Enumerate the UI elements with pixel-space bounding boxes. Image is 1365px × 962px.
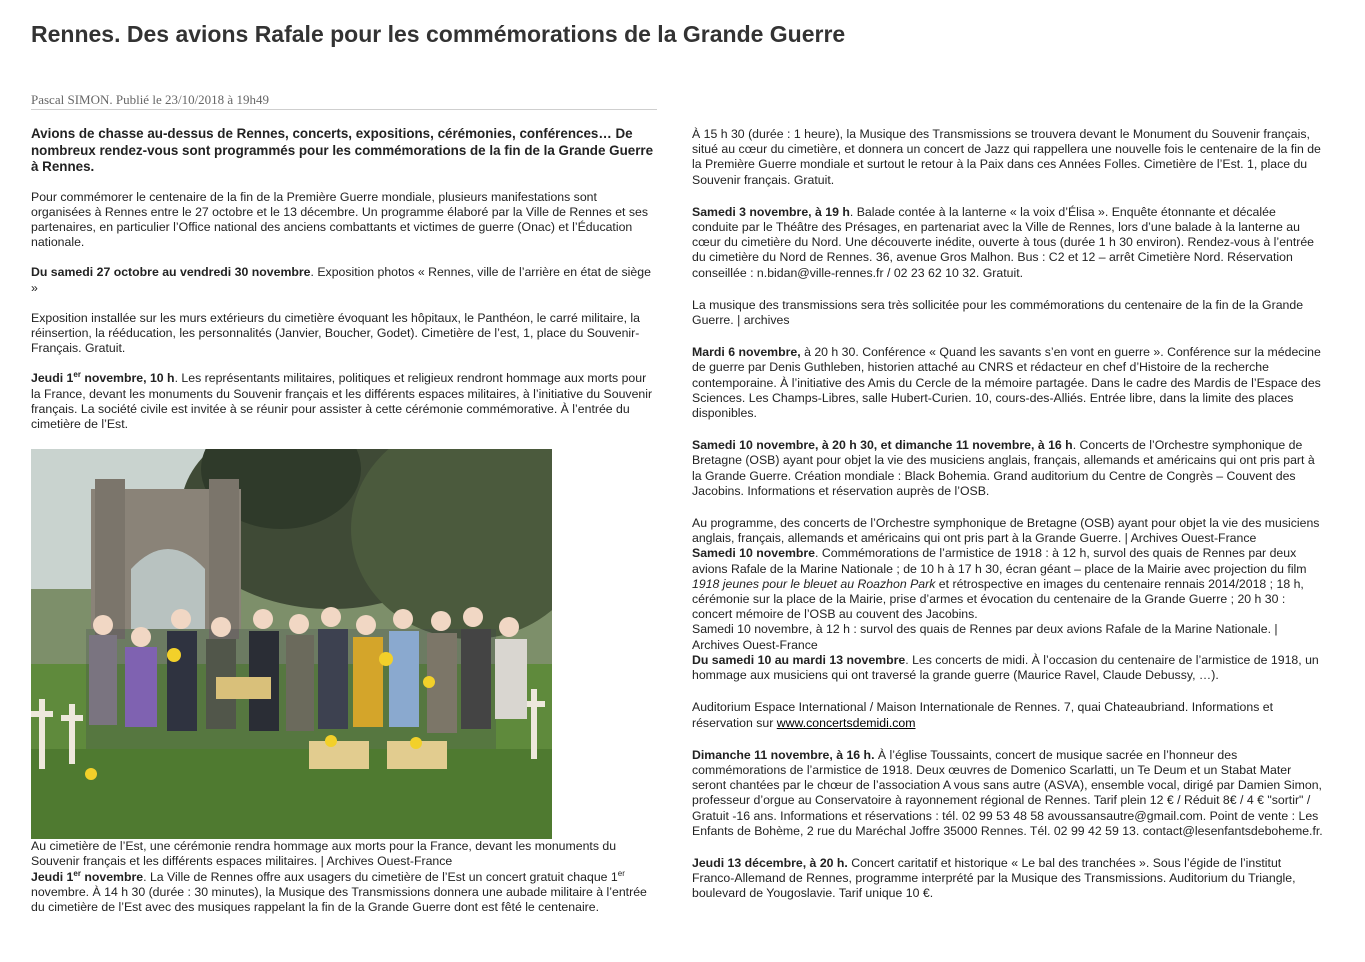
event-date: Jeudi 1er novembre, 10 h <box>31 370 175 386</box>
paragraph-balade-contee: Samedi 3 novembre, à 19 h. Balade contée à la lanterne « la voix d’Élisa ». Enquête étonnante et décalée conduite par le Théâtre des Présages, en partenariat avec la Ville de Rennes, lors d’une balade à la lanterne au cœur du cimetière du Nord. Une découverte inédite, ouverte à tous (durée 1 h 30 environ). Rendez-vous à l’entrée du cimetière du Nord de Rennes. 36, avenue Gros Malhon. Bus : C2 et 12 – arrêt Cimetière Nord. Réservation conseillée : n.bidan@ville-rennes.fr / 02 23 62 10 32. Gratuit. <box>692 204 1315 280</box>
paragraph-concerts-osb: Samedi 10 novembre, à 20 h 30, et dimanche 11 novembre, à 16 h. Concerts de l’Orchestre symphonique de Bretagne (OSB) ayant pour objet la vie des musiciens anglais, français, allemands et américains qui ont pris part à la Grande Guerre. Création mondiale : Black Bohemia. Grand auditorium du Centre de Congrès – Couvent des Jacobins. Informations et réservation auprès de l’OSB. <box>692 438 1315 498</box>
event-date: Jeudi 1er novembre <box>31 868 144 884</box>
event-date: Jeudi 13 décembre, à 20 h. <box>692 855 848 870</box>
photo-caption: Au cimetière de l’Est, une cérémonie rendra hommage aux morts pour la France, devant les monuments du Souvenir français et les différents espaces militaires. | Archives Ouest-France <box>31 839 617 869</box>
ceremony-photo <box>31 449 552 839</box>
event-date: Mardi 6 novembre, <box>692 345 801 360</box>
paragraph-concerts-midi: Du samedi 10 au mardi 13 novembre. Les concerts de midi. À l’occasion du centenaire de l’armistice de 1918, un hommage aux musiciens qui ont traversé la grande guerre (Maurice Ravel, Claude Debussy, …). <box>692 652 1319 683</box>
paragraph-exposition: Exposition installée sur les murs extérieurs du cimetière évoquant les hôpitaux, le Panthéon, le carré militaire, la réinsertion, la rééducation, les personnalités (Janvier, Boucher, Godet). Cimetière de l’est, 1, place du Souvenir-Français. Gratuit. <box>31 310 640 356</box>
paragraph-musique-transmissions: La musique des transmissions sera très sollicitée pour les commémorations du centenaire de la fin de la Grande Guerre. | archives <box>692 297 1304 328</box>
paragraph-bal-tranchees: Jeudi 13 décembre, à 20 h. Concert caritatif et historique « Le bal des tranchées ». Sous l’égide de l’institut Franco-Allemand de Rennes, programme interprété par la Musique des Transmissions. Auditorium du Triangle, boulevard de Yougoslavie. Tarif unique 10 €. <box>692 855 1296 901</box>
article-lead: Avions de chasse au-dessus de Rennes, concerts, expositions, cérémonies, conférences… De nombreux rendez-vous sont programmés pour les commémorations de la fin de la Grande Guerre à Rennes. <box>31 126 654 174</box>
paragraph-armistice: Samedi 10 novembre. Commémorations de l’armistice de 1918 : à 12 h, survol des quais de Rennes par deux avions Rafale de la Marine Nationale ; de 10 h à 17 h 30, écran géant – place de la Mairie avec projection du film 1918 jeunes pour le bleuet au Roazhon Park et rétrospective en images du centenaire rennais 2014/2018 ; 18 h, cérémonie sur la place de la Mairie, prise d’armes et évocation du centenaire de la Grande Guerre ; 20 h 30 : concert mémoire de l’OSB au couvent des Jacobins. <box>692 546 1307 622</box>
paragraph-concert-jazz: À 15 h 30 (durée : 1 heure), la Musique des Transmissions se trouvera devant le Monument du Souvenir français, situé au cœur du cimetière, et donnera un concert de Jazz qui rappellera une nouvelle fois le centenaire de la fin de la Première Guerre mondiale et surtout le retour à la Paix dans ces Années Folles. Cimetière de l’Est. 1, place du Souvenir français. Gratuit. <box>692 127 1321 187</box>
paragraph-conference: Mardi 6 novembre, à 20 h 30. Conférence « Quand les savants s’en vont en guerre ». Conférence sur la médecine de guerre par Denis Guthleben, historien attaché au CNRS et rédacteur en chef d’Histoire de la recherche contemporaine. À l’initiative des Amis du Cercle de la mémoire partagée. Dans le cadre des Mardis de l’Espace des Sciences. Les Champs-Libres, salle Hubert-Curien. 10, cours-des-Alliés. Entrée libre, dans la limite des places disponibles. <box>692 345 1321 421</box>
event-date: Du samedi 27 octobre au vendredi 30 novembre <box>31 265 311 280</box>
paragraph-musique-sacree: Dimanche 11 novembre, à 16 h. À l’église Toussaints, concert de musique sacrée en l’honneur des commémorations de l’armistice de 1918. Deux œuvres de Domenico Scarlatti, un Te Deum et un Stabat Mater seront chantées par le chœur de l’association A vous sans autre (ASVA), ensemble vocal, dirigé par Damien Simon, professeur d’orgue au Conservatoire à rayonnement régional de Rennes. Tarif plein 12 € / Réduit 8€ / 4 € "sortir" / Gratuit -16 ans. Informations et réservations : tél. 02 99 53 48 58 avoussansautre@gmail.com. Point de vente : Les Enfants de Bohème, 2 rue du Maréchal Joffre 35000 Rennes. Tél. 02 99 42 59 13. contact@lesenfantsdeboheme.fr. <box>692 747 1323 838</box>
cemetery-group-photo-illustration <box>31 449 552 839</box>
paragraph-auditorium: Auditorium Espace International / Maison Internationale de Rennes. 7, quai Chateaubriand. Informations et réservation sur www.concertsdemidi.com <box>692 700 1274 730</box>
event-date: Du samedi 10 au mardi 13 novembre <box>692 652 906 667</box>
paragraph-exposition-dates: Du samedi 27 octobre au vendredi 30 novembre. Exposition photos « Rennes, ville de l’arrière en état de siège » <box>31 265 651 295</box>
event-date: Dimanche 11 novembre, à 16 h. <box>692 747 875 762</box>
left-column <box>31 126 659 915</box>
concertsdemidi-link[interactable]: www.concertsdemidi.com <box>776 715 916 730</box>
paragraph-programme-osb: Au programme, des concerts de l’Orchestre symphonique de Bretagne (OSB) ayant pour objet la vie des musiciens anglais, français, allemands et américains qui ont pris part à la Grande Guerre. | Archives Ouest-France <box>692 516 1320 546</box>
article-byline: Pascal SIMON. Publié le 23/10/2018 à 19h49 <box>31 92 657 110</box>
event-date: Samedi 10 novembre, à 20 h 30, et dimanche 11 novembre, à 16 h <box>692 438 1073 453</box>
film-title: 1918 jeunes pour le bleuet au Roazhon Park <box>692 576 936 591</box>
article-title: Rennes. Des avions Rafale pour les commémorations de la Grande Guerre <box>31 21 846 47</box>
event-date: Samedi 10 novembre <box>692 546 816 561</box>
paragraph-aubade: Jeudi 1er novembre. La Ville de Rennes offre aux usagers du cimetière de l’Est un concert gratuit chaque 1er novembre. À 14 h 30 (durée : 30 minutes), la Musique des Transmissions donnera une aubade militaire à l’entrée du cimetière de l’Est avec des musiques rappelant la fin de la Grande Guerre dont est fêté le centenaire. <box>31 868 647 914</box>
event-date: Samedi 3 novembre, à 19 h <box>692 204 850 219</box>
paragraph-rafale-caption: Samedi 10 novembre, à 12 h : survol des quais de Rennes par deux avions Rafale de la Marine Nationale. | Archives Ouest-France <box>692 622 1278 652</box>
right-column <box>692 127 1324 902</box>
paragraph-jeudi-ceremonie: Jeudi 1er novembre, 10 h. Les représentants militaires, politiques et religieux rendront hommage aux morts pour la France, devant les monuments du Souvenir français et les différents espaces militaires, à l’initiative du Souvenir français. La société civile est invitée à se réunir pour assister à cette cérémonie commémorative. À l’entrée du cimetière de l’Est. <box>31 370 653 431</box>
paragraph-intro: Pour commémorer le centenaire de la fin de la Première Guerre mondiale, plusieurs manifestations sont organisées à Rennes entre le 27 octobre et le 13 décembre. Un programme élaboré par la Ville de Rennes et ses partenaires, en particulier l’Office national des anciens combattants et victimes de guerre (Onac) et l’Éducation nationale. <box>31 189 649 250</box>
